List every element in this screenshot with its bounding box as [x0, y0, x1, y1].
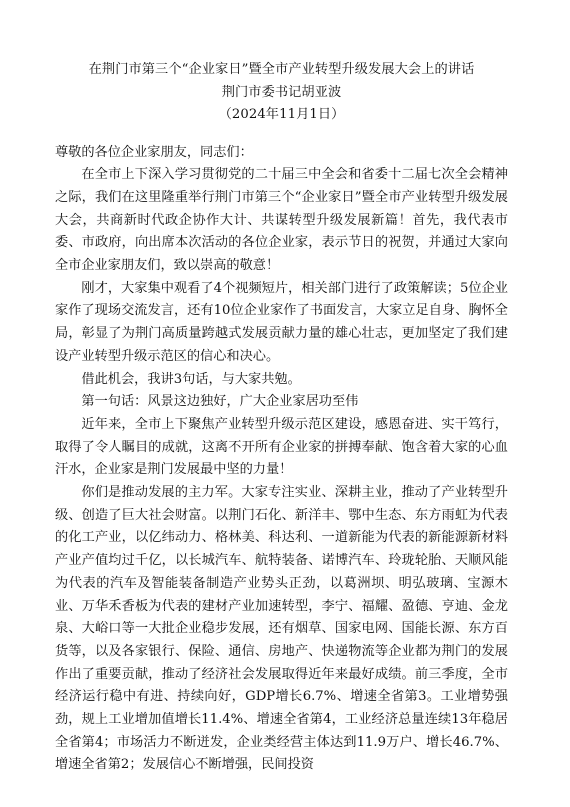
paragraph-review: 刚才，大家集中观看了4个视频短片，相关部门进行了政策解读；5位企业家作了现场交流发言，还有10位企业家作了书面发言，大家立足自身、胸怀全局，彰显了为荆门高质量跨越式发展贡献力量的雄心壮志，更加坚定了我们建设产业转型升级示范区的信心和决心。	[55, 280, 508, 364]
speech-body	[55, 142, 508, 778]
section-heading: 第一句话：风景这边独好，广大企业家居功至伟	[81, 394, 359, 410]
speaker-line: 荆门市委书记胡亚波	[221, 84, 342, 100]
speech-title: 在荆门市第三个“企业家日”暨全市产业转型升级发展大会上的讲话	[88, 62, 475, 77]
salutation: 尊敬的各位企业家朋友，同志们：	[55, 144, 253, 160]
document-header	[55, 0, 508, 127]
speech-date: （2024年11月1日）	[218, 107, 345, 122]
paragraph-intro: 借此机会，我讲3句话，与大家共勉。	[81, 371, 301, 387]
paragraph-main-force: 你们是推动发展的主力军。大家专注实业、深耕主业，推动了产业转型升级、创造了巨大社会财富。以荆门石化、新洋丰、鄂中生态、东方雨虹为代表的化工产业，以亿纬动力、格林美、科达利、一道新能为代表的新能源新材料产业产值均过千亿，以长城汽车、航特装备、诺博汽车、玲珑轮胎、天顺风能为代表的汽车及智能装备制造产业势头正劲，以葛洲坝、明弘玻璃、宝源木业、万华禾香板为代表的建材产业加速转型，李宁、福耀、盈德、亨迪、金龙泉、大峪口等一大批企业稳步发展，还有烟草、国家电网、国能长源、东方百货等，以及各家银行、保险、通信、房地产、快递物流等企业都为荆门的发展作出了重要贡献，推动了经济社会发展取得近年来最好成绩。前三季度，全市经济运行稳中有进、持续向好，GDP增长6.7%、增速全省第3。工业增势强劲，规上工业增加值增长11.4%、增速全省第4，工业经济总量连续13年稳居全省第4；市场活力不断迸发，企业类经营主体达到11.9万户、增长46.7%、增速全省第2；发展信心不断增强，民间投资	[55, 485, 508, 773]
paragraph-opening: 在全市上下深入学习贯彻党的二十届三中全会和省委十二届七次全会精神之际，我们在这里隆重举行荆门市第三个“企业家日”暨全市产业转型升级发展大会，共商新时代政企协作大计、共谋转型升级发展新篇！首先，我代表市委、市政府，向出席本次活动的各位企业家，表示节日的祝贺，并通过大家向全市企业家朋友们，致以崇高的敬意！	[55, 167, 508, 274]
paragraph-achievements: 近年来，全市上下聚焦产业转型升级示范区建设，感恩奋进、实干笃行，取得了令人瞩目的成就，这离不开所有企业家的拼搏奉献、饱含着大家的心血汗水，企业家是荆门发展最中坚的力量！	[55, 416, 508, 478]
